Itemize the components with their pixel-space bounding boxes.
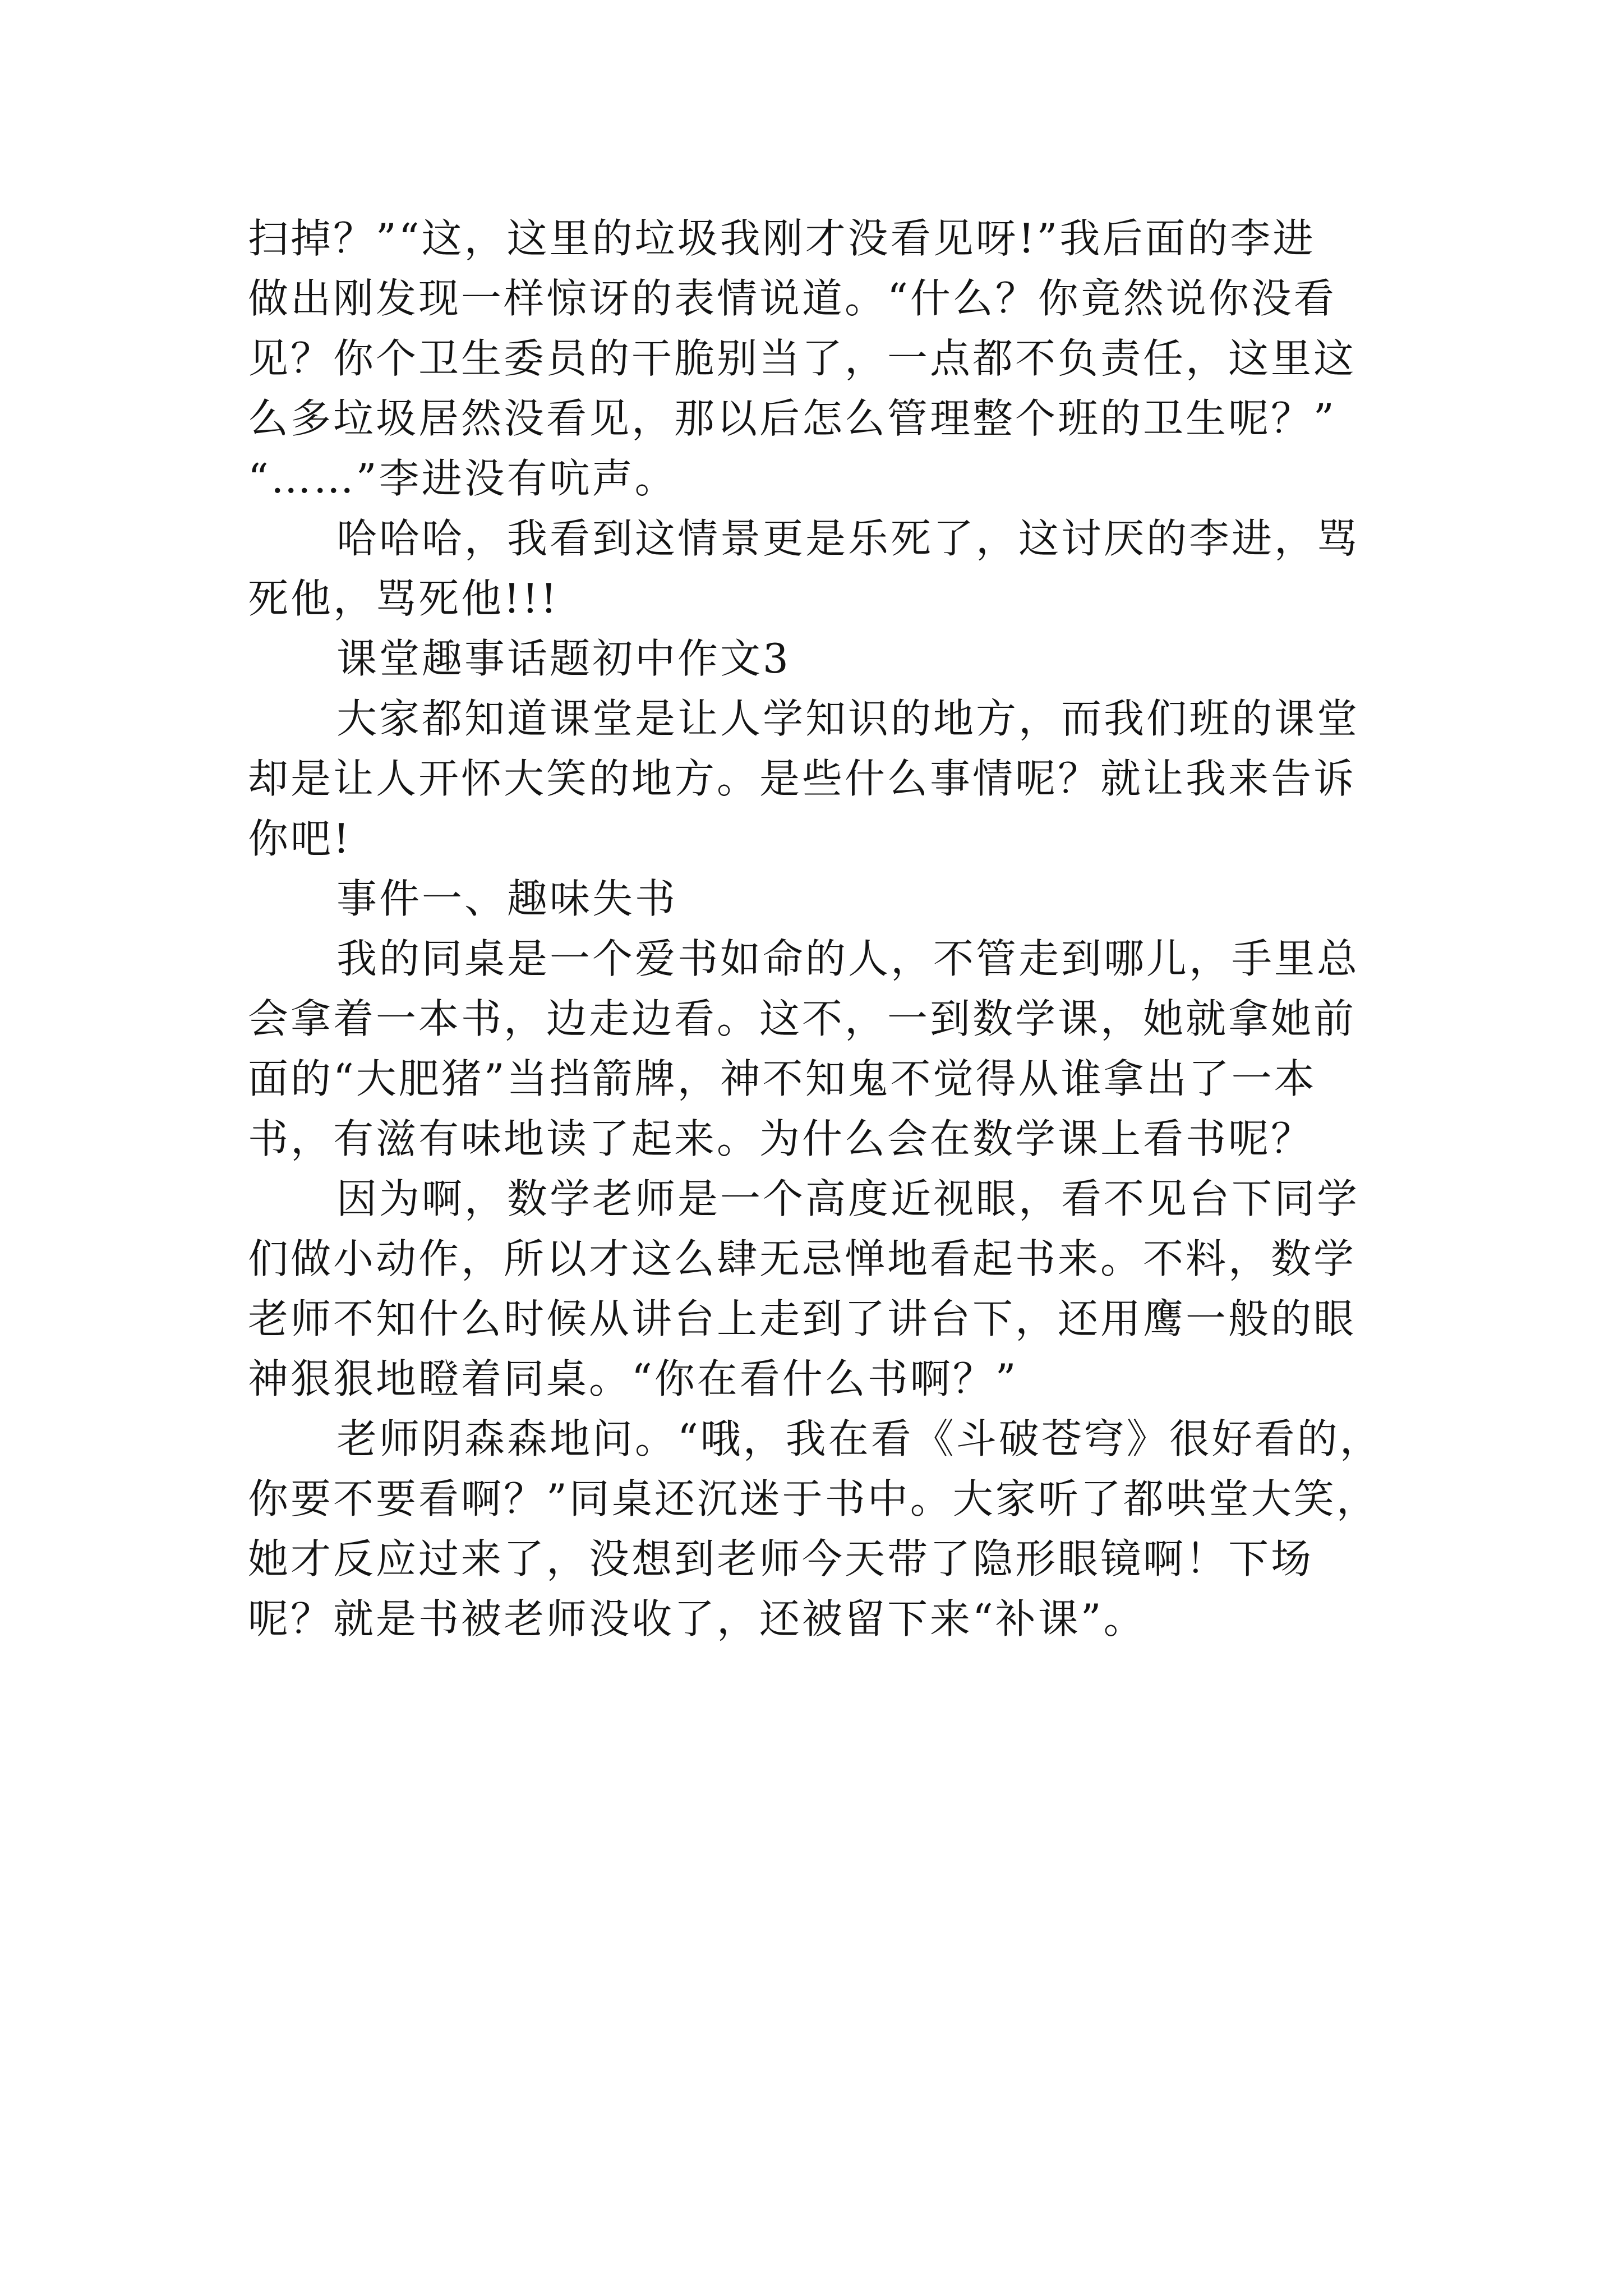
text-line: 你要不要看啊？”同桌还沉迷于书中。大家听了都哄堂大笑， xyxy=(248,1475,1379,1522)
text-line: 死他，骂死他!!! xyxy=(248,575,559,622)
text-line: “……”李进没有吭声。 xyxy=(248,455,677,502)
section-title: 课堂趣事话题初中作文3 xyxy=(336,635,791,682)
text-line: 神狠狠地瞪着同桌。“你在看什么书啊？” xyxy=(248,1355,1018,1402)
text-line: 老师不知什么时候从讲台上走到了讲台下，还用鹰一般的眼 xyxy=(248,1295,1357,1342)
text-line: 扫掉？”“这，这里的垃圾我刚才没看见呀!”我后面的李进 xyxy=(248,215,1316,262)
text-line: 会拿着一本书，边走边看。这不，一到数学课，她就拿她前 xyxy=(248,995,1357,1042)
text-line: 面的“大肥猪”当挡箭牌，神不知鬼不觉得从谁拿出了一本 xyxy=(248,1055,1317,1102)
paragraph-first-line: 大家都知道课堂是让人学知识的地方，而我们班的课堂 xyxy=(336,695,1360,742)
paragraph-first-line: 老师阴森森地问。“哦，我在看《斗破苍穹》很好看的， xyxy=(336,1415,1382,1462)
text-line: 书，有滋有味地读了起来。为什么会在数学课上看书呢？ xyxy=(248,1115,1314,1162)
text-line: 么多垃圾居然没看见，那以后怎么管理整个班的卫生呢？” xyxy=(248,395,1336,442)
paragraph-first-line: 我的同桌是一个爱书如命的人，不管走到哪儿，手里总 xyxy=(336,935,1360,982)
paragraph-first-line: 哈哈哈，我看到这情景更是乐死了，这讨厌的李进，骂 xyxy=(336,515,1360,562)
paragraph-first-line: 因为啊，数学老师是一个高度近视眼，看不见台下同学 xyxy=(336,1175,1360,1222)
document-page xyxy=(248,209,1381,1649)
text-line: 你吧! xyxy=(248,815,352,862)
text-line: 们做小动作，所以才这么肆无忌惮地看起书来。不料，数学 xyxy=(248,1235,1357,1282)
text-line: 做出刚发现一样惊讶的表情说道。“什么？你竟然说你没看 xyxy=(248,275,1336,322)
text-line: 呢？就是书被老师没收了，还被留下来“补课”。 xyxy=(248,1595,1146,1642)
text-line: 却是让人开怀大笑的地方。是些什么事情呢？就让我来告诉 xyxy=(248,755,1357,802)
text-line: 她才反应过来了，没想到老师今天带了隐形眼镜啊！下场 xyxy=(248,1535,1314,1582)
text-line: 见？你个卫生委员的干脆别当了，一点都不负责任，这里这 xyxy=(248,335,1357,382)
subsection-title: 事件一、趣味失书 xyxy=(336,875,678,922)
